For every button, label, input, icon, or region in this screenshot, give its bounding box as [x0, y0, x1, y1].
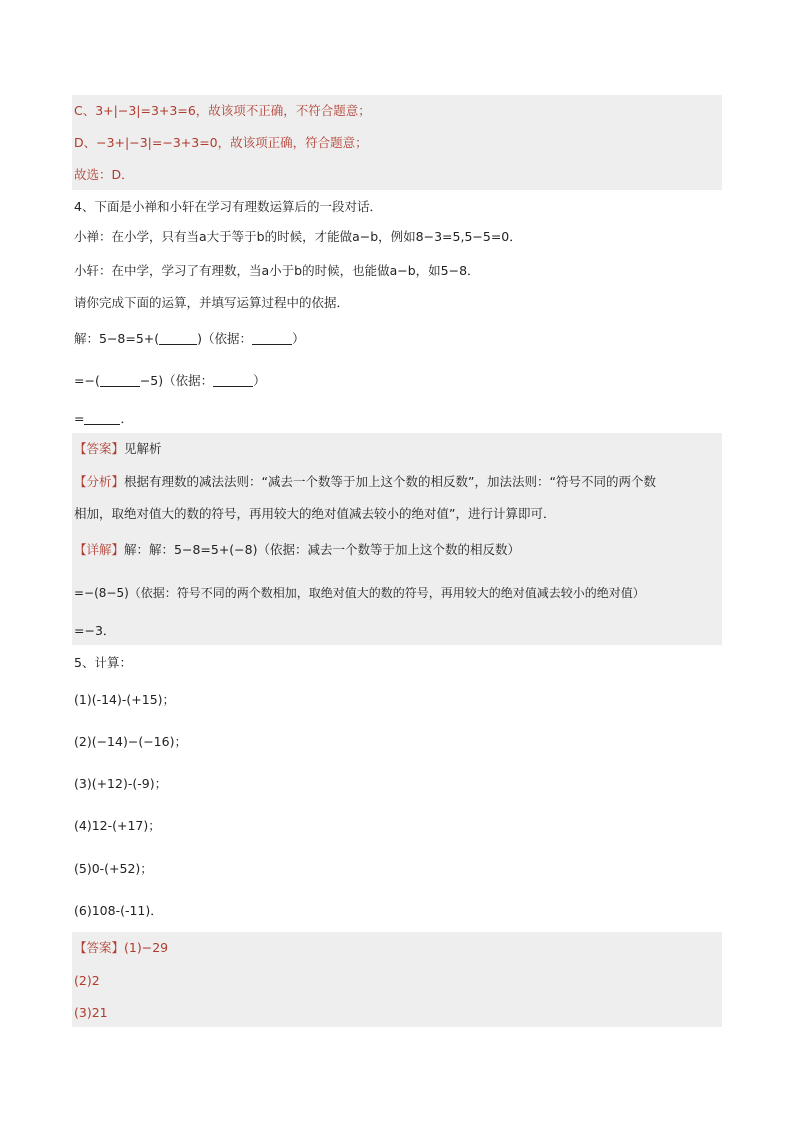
step3-expression: =: [74, 411, 85, 426]
step2-blank-value[interactable]: [100, 374, 140, 387]
q4-analysis-line2: 相加，取绝对值大的数的符号，再用较大的绝对值减去较小的绝对值”，进行计算即可．: [74, 506, 556, 521]
step2-blank-basis[interactable]: [213, 374, 253, 387]
step1-blank-value[interactable]: [159, 332, 197, 345]
step1-blank-basis[interactable]: [252, 332, 292, 345]
analysis-label: 【分析】: [74, 474, 125, 489]
answer-text: 见解析: [124, 441, 162, 456]
analysis-text-1: 根据有理数的减法法则：“减去一个数等于加上这个数的相反数”，加法法则：“符号不同的两个数: [124, 474, 656, 489]
q4-task: 请你完成下面的运算，并填写运算过程中的依据．: [74, 295, 350, 310]
q4-solution-step2: [74, 372, 266, 390]
q4-detail-line1: [74, 541, 520, 559]
q5-item-4: (4)12-(+17)；: [74, 818, 161, 833]
detail-text-1: 解：解：5−8=5+(−8)（依据：减去一个数等于加上这个数的相反数）: [124, 542, 520, 557]
step3-blank-value[interactable]: [84, 412, 120, 425]
q5-item-2: (2)(−14)−(−16)；: [74, 734, 187, 749]
step2-basis-label: −5)（依据：: [139, 373, 214, 388]
q5-answer-label: 【答案】: [74, 940, 125, 955]
q5-item-1: (1)(-14)-(+15)；: [74, 692, 176, 707]
q4-detail-line3: =−3．: [74, 623, 116, 638]
choice-line: 故选：D．: [74, 167, 134, 182]
q4-solution-step1: [74, 330, 305, 348]
q4-answer-line: [74, 440, 162, 458]
q5-stem: 5、计算：: [74, 655, 132, 670]
q5-answer-3: (3)21: [74, 1005, 108, 1020]
q4-xiaochan: 小禅：在小学，只有当a大于等于b的时候，才能做a−b，例如8−3=5,5−5=0．: [74, 229, 522, 244]
answer-label: 【答案】: [74, 441, 125, 456]
step1-expression: 解：5−8=5+(: [74, 331, 160, 346]
step1-basis-label: )（依据：: [197, 331, 253, 346]
q5-answer-1: (1)−29: [124, 940, 169, 955]
q5-item-5: (5)0-(+52)；: [74, 861, 153, 876]
q4-stem: 4、下面是小禅和小轩在学习有理数运算后的一段对话．: [74, 199, 382, 214]
step2-expression: =−(: [74, 373, 100, 388]
q4-answer-block: [72, 433, 722, 645]
q4-analysis-line1: [74, 473, 656, 491]
step3-end: ．: [120, 411, 133, 426]
option-d-line: D、−3+|−3|=−3+3=0，故该项正确，符合题意；: [74, 135, 368, 150]
q4-detail-line2: =−(8−5)（依据：符号不同的两个数相加，取绝对值大的数的符号，再用较大的绝对值减去较小的绝对值）: [74, 586, 645, 600]
detail-label: 【详解】: [74, 542, 125, 557]
q5-item-6: (6)108-(-11)．: [74, 903, 163, 918]
step2-close: ）: [253, 373, 266, 388]
q5-answer-2: (2)2: [74, 973, 100, 988]
q4-xiaoxuan: 小轩：在中学，学习了有理数，当a小于b的时候，也能做a−b，如5−8．: [74, 263, 480, 278]
step1-close: ）: [292, 331, 305, 346]
q4-solution-step3: [74, 410, 133, 428]
option-c-line: C、3+|−3|=3+3=6，故该项不正确，不符合题意；: [74, 103, 371, 118]
q5-answer-block: [72, 932, 722, 1027]
q5-item-3: (3)(+12)-(-9)；: [74, 776, 168, 791]
q5-answer-line1: [74, 939, 168, 957]
